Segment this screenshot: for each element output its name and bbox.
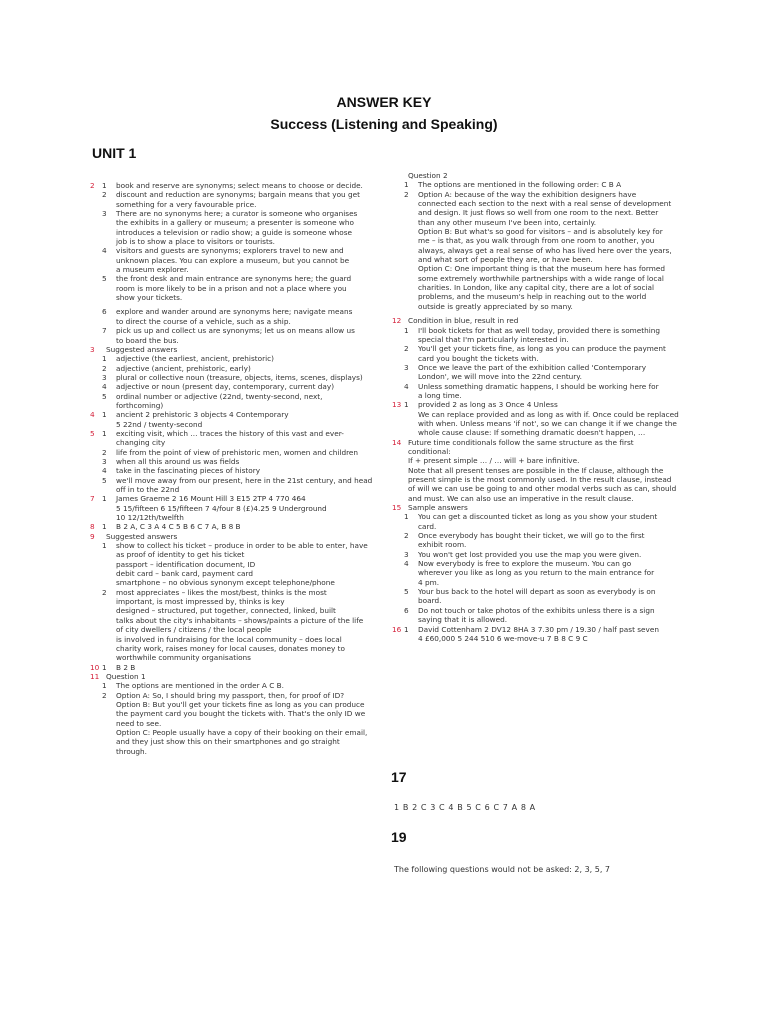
answer-text: Question 1 <box>106 671 146 681</box>
answer-line <box>90 410 390 419</box>
answer-line <box>392 503 674 512</box>
question-number: 11 <box>90 671 100 681</box>
item-number: 1 <box>102 181 107 190</box>
answer-line <box>392 568 674 577</box>
answer-line <box>90 719 390 728</box>
answer-text: I'll book tickets for that as well today, provided there is something <box>418 325 661 335</box>
answer-line <box>90 597 390 606</box>
answer-line <box>392 596 674 605</box>
answer-text: Question 2 <box>408 171 448 180</box>
answer-text: 5 15/fifteen 6 15/fifteen 7 4/four 8 (£)4.25 9 Underground <box>116 503 327 513</box>
answer-text: passport – identification document, ID <box>116 559 256 569</box>
item-number: 2 <box>102 190 107 200</box>
answer-text: Option C: One important thing is that the museum here has formed <box>418 264 665 274</box>
section-19-label: 19 <box>391 829 407 845</box>
answer-text: discount and reduction are synonyms; bargain means that you get <box>116 190 360 200</box>
item-number: 6 <box>404 605 409 615</box>
answer-text: Suggested answers <box>106 531 178 541</box>
item-number: 4 <box>404 559 409 569</box>
answer-text: we'll move away from our present, here in the 21st century, and head <box>116 475 373 485</box>
answer-line <box>392 494 674 503</box>
answer-text: James Graeme 2 16 Mount Hill 3 E15 2TP 4 770 464 <box>116 494 306 504</box>
answer-text: connected each section to the next with a real sense of development <box>418 199 672 209</box>
answer-line <box>90 401 390 410</box>
page-title: ANSWER KEY <box>336 94 432 110</box>
answer-text: 5 22nd / twenty-second <box>116 419 203 429</box>
answer-text: Option C: People usually have a copy of their booking on their email, <box>116 727 368 737</box>
answer-text: some extremely worthwhile partnerships with a wide range of local <box>418 273 664 283</box>
answer-line <box>392 246 674 255</box>
item-number: 4 <box>102 382 107 392</box>
item-number: 2 <box>102 690 107 700</box>
answer-line <box>90 420 390 429</box>
answer-line <box>90 663 390 672</box>
answer-line <box>90 541 390 550</box>
answer-line <box>90 644 390 653</box>
answer-text: with when. Unless means 'if not', so we can change it if we change the <box>418 418 677 428</box>
item-number: 1 <box>102 522 107 532</box>
section-19-text: The following questions would not be asked: 2, 3, 5, 7 <box>394 865 611 874</box>
answer-line <box>90 635 390 644</box>
answer-text: charities. In London, like any capital city, there are a lot of social <box>418 283 655 293</box>
answer-line <box>90 354 390 363</box>
answer-text: You can get a discounted ticket as long as you show your student <box>418 512 658 522</box>
page-subtitle: Success (Listening and Speaking) <box>270 116 498 132</box>
answer-line <box>392 634 674 643</box>
answer-line <box>392 587 674 596</box>
answer-line <box>90 606 390 615</box>
answer-text: exhibit room. <box>418 540 467 550</box>
answer-line <box>392 409 679 419</box>
answer-text: B 2 A, C 3 A 4 C 5 B 6 C 7 A, B 8 B <box>116 522 241 532</box>
answer-text: forthcoming) <box>116 400 164 410</box>
answer-text: Once everybody has bought their ticket, we will go to the first <box>418 531 645 541</box>
answer-line <box>392 466 674 475</box>
answer-line <box>392 354 674 363</box>
answer-text: most appreciates – likes the most/best, thinks is the most <box>116 587 327 597</box>
answer-text: The options are mentioned in the following order: C B A <box>418 180 622 190</box>
question-number: 4 <box>90 410 95 420</box>
answer-text: off in to the 22nd <box>116 485 180 494</box>
answer-line <box>392 255 674 264</box>
answer-text: saying that it is allowed. <box>418 615 508 625</box>
answer-line <box>90 737 390 746</box>
item-number: 7 <box>102 326 107 336</box>
answer-text: the payment card you bought the tickets with. That's the only ID we <box>116 709 366 719</box>
answer-text: special that I'm particularly interested in. <box>418 334 569 344</box>
item-number: 4 <box>404 381 409 391</box>
answer-text: charity work, raises money for local causes, donates money to <box>116 643 345 653</box>
answer-line <box>392 550 674 559</box>
answer-line <box>392 522 674 531</box>
answer-text: There are no synonyms here; a curator is someone who organises <box>116 209 358 219</box>
answer-line <box>90 293 390 302</box>
answer-text: through. <box>116 746 147 756</box>
section-17-label: 17 <box>391 769 407 785</box>
item-number: 1 <box>404 512 409 522</box>
answer-text: always, always get a real sense of who has lived here over the years, <box>418 245 672 255</box>
answer-text: job is to show a place to visitors or tourists. <box>116 237 275 247</box>
item-number: 3 <box>102 209 107 219</box>
answer-line <box>90 457 390 466</box>
answer-line <box>392 283 674 292</box>
answer-line <box>90 345 390 354</box>
answer-line <box>90 373 390 382</box>
question-number: 7 <box>90 494 95 504</box>
answer-text: a long time. <box>418 390 462 400</box>
item-number: 1 <box>102 410 107 420</box>
answer-text: book and reserve are synonyms; select means to choose or decide. <box>116 181 363 190</box>
answer-text: to direct the course of a vehicle, such as a ship. <box>116 316 291 326</box>
answer-text: ordinal number or adjective (22nd, twenty-second, next, <box>116 391 323 401</box>
answer-line <box>392 391 674 400</box>
item-number: 1 <box>102 428 107 438</box>
answer-text: Future time conditionals follow the same structure as the first <box>408 437 634 447</box>
answer-line <box>90 709 390 718</box>
answer-line <box>90 653 390 662</box>
answer-text: a museum explorer. <box>116 265 189 275</box>
answer-text: plural or collective noun (treasure, objects, items, scenes, displays) <box>116 372 363 382</box>
question-number: 16 <box>392 624 402 634</box>
answer-line <box>90 228 390 237</box>
answer-line <box>90 578 390 587</box>
answer-line <box>90 364 390 373</box>
question-number: 2 <box>90 181 95 190</box>
answer-text: 4 £60,000 5 244 510 6 we-move-u 7 B 8 C 9 C <box>418 633 588 643</box>
answer-line <box>90 326 390 335</box>
answer-line <box>392 428 674 437</box>
item-number: 5 <box>102 274 107 284</box>
item-number: 2 <box>102 363 107 373</box>
answer-line <box>392 475 674 484</box>
item-number: 2 <box>404 531 409 541</box>
answer-line <box>90 274 390 283</box>
answer-line <box>392 559 674 568</box>
answer-text: than any other museum I've been into, certainly. <box>418 217 597 227</box>
answer-text: show to collect his ticket – produce in order to be able to enter, have <box>116 541 368 551</box>
question-number: 15 <box>392 503 402 513</box>
item-number: 1 <box>102 681 107 691</box>
answer-line <box>90 246 390 255</box>
answer-line <box>90 681 390 690</box>
answer-line <box>392 344 674 353</box>
answer-line <box>90 200 390 209</box>
answer-line <box>392 335 674 344</box>
item-number: 5 <box>102 475 107 485</box>
answer-text: and what sort of people they are, or have been. <box>418 255 593 265</box>
answer-line <box>90 700 390 709</box>
answer-line <box>90 513 390 522</box>
answer-line <box>90 569 390 578</box>
answer-line <box>392 418 677 428</box>
answer-text: Your bus back to the hotel will depart as soon as everybody is on <box>418 587 656 597</box>
answer-line <box>90 265 390 274</box>
item-number: 1 <box>404 180 409 190</box>
answer-text: adjective (the earliest, ancient, prehistoric) <box>116 354 274 364</box>
answer-text: designed – structured, put together, connected, linked, built <box>116 606 336 616</box>
answer-text: talks about the city's inhabitants – shows/paints a picture of the life <box>116 615 364 625</box>
answer-line <box>392 292 674 301</box>
answer-line <box>90 438 390 447</box>
question-number: 13 <box>392 400 402 410</box>
answer-text: board. <box>418 596 442 606</box>
item-number: 4 <box>102 466 107 476</box>
answer-text: important, is most impressed by, thinks is key <box>116 597 285 607</box>
answer-text: provided 2 as long as 3 Once 4 Unless <box>418 400 558 410</box>
answer-text: is involved in fundraising for the local community – does local <box>116 634 342 644</box>
item-number: 5 <box>404 587 409 597</box>
answer-line <box>90 382 390 391</box>
answer-line <box>392 218 674 227</box>
answer-line <box>392 512 674 521</box>
answer-line <box>392 264 674 273</box>
answer-line <box>392 531 674 540</box>
answer-line <box>392 274 674 283</box>
answer-text: something for a very favourable price. <box>116 199 257 209</box>
item-number: 3 <box>404 549 409 559</box>
answer-text: If + present simple … / … will + bare infinitive. <box>408 456 580 466</box>
answer-line <box>392 171 674 180</box>
answer-text: card you bought the tickets with. <box>418 353 539 363</box>
answer-line <box>392 236 674 245</box>
answer-text: and design. It just flows so well from one room to the next. Better <box>418 208 659 218</box>
answer-text: adjective or noun (present day, contemporary, current day) <box>116 382 335 392</box>
answer-text: Suggested answers <box>106 344 178 354</box>
item-number: 5 <box>102 391 107 401</box>
answer-line <box>392 302 674 311</box>
answer-text: Now everybody is free to explore the museum. You can go <box>418 559 632 569</box>
answer-line <box>90 317 390 326</box>
answer-line <box>90 550 390 559</box>
answer-line <box>90 218 390 227</box>
answer-text: B 2 B <box>116 662 136 672</box>
answer-text: the front desk and main entrance are synonyms here; the guard <box>116 274 352 284</box>
answer-text: visitors and guests are synonyms; explorers travel to new and <box>116 246 344 256</box>
answer-text: Do not touch or take photos of the exhibits unless there is a sign <box>418 605 655 615</box>
answer-text: whole cause clause: If something dramatic doesn't happen, … <box>418 428 646 438</box>
answer-text: introduces a television or radio show; a guide is someone whose <box>116 227 353 237</box>
answer-text: wherever you like as long as you return to the main entrance for <box>418 568 655 578</box>
answer-line <box>90 747 390 756</box>
answer-text: room is more likely to be in a prison and not a place where you <box>116 283 347 293</box>
item-number: 3 <box>404 362 409 372</box>
item-number: 1 <box>404 624 409 634</box>
answer-line <box>90 336 390 345</box>
answer-text: ancient 2 prehistoric 3 objects 4 Contemporary <box>116 410 289 420</box>
item-number: 2 <box>102 447 107 457</box>
item-number: 2 <box>404 189 409 199</box>
answer-line <box>90 616 390 625</box>
answer-line <box>90 209 390 218</box>
question-number: 5 <box>90 428 95 438</box>
answer-line <box>392 484 677 494</box>
answer-text: exciting visit, which … traces the history of this vast and ever- <box>116 428 344 438</box>
answer-line <box>90 181 390 190</box>
answer-line <box>90 691 390 700</box>
answer-line <box>90 588 390 597</box>
answer-text: Note that all present tenses are possible in the If clause, although the <box>408 465 664 475</box>
answer-text: Sample answers <box>408 503 468 513</box>
answer-text: me – is that, as you walk through from one room to another, you <box>418 236 655 246</box>
answer-line <box>392 606 674 615</box>
answer-line <box>90 237 390 246</box>
answer-line <box>90 448 390 457</box>
answer-line <box>90 466 390 475</box>
answer-line <box>392 615 674 624</box>
question-number: 10 <box>90 662 100 672</box>
answer-line <box>90 522 390 531</box>
answer-text: card. <box>418 521 437 531</box>
answer-line <box>392 316 674 325</box>
answer-line <box>90 560 390 569</box>
unit-heading: UNIT 1 <box>92 145 137 161</box>
answer-text: You won't get lost provided you use the map you were given. <box>418 549 642 559</box>
answer-text: outside is greatly appreciated by so many. <box>418 301 573 311</box>
answer-line <box>90 494 390 503</box>
answer-text: show your tickets. <box>116 293 183 303</box>
answer-line <box>392 180 674 189</box>
answer-text: We can replace provided and as long as with if. Once could be replaced <box>418 409 679 419</box>
answer-line <box>90 476 390 485</box>
answer-text: unknown places. You can explore a museum, but you cannot be <box>116 255 350 265</box>
answer-text: present simple is the most commonly used. In the result clause, instead <box>408 475 672 484</box>
answer-line <box>90 429 390 438</box>
answer-line <box>90 392 390 401</box>
item-number: 1 <box>102 354 107 364</box>
answer-text: smartphone – no obvious synonym except telephone/phone <box>116 578 335 588</box>
answer-text: Option B: But you'll get your tickets fine as long as you can produce <box>116 699 365 709</box>
answer-line <box>392 363 674 372</box>
answer-text: Unless something dramatic happens, I should be working here for <box>418 381 659 391</box>
answer-text: London', we will move into the 22nd century. <box>418 372 582 382</box>
answer-text: Option A: because of the way the exhibition designers have <box>418 189 637 199</box>
answer-text: 10 12/12th/twelfth <box>116 513 184 523</box>
answer-text: changing city <box>116 438 166 448</box>
question-number: 9 <box>90 531 95 541</box>
item-number: 3 <box>102 372 107 382</box>
answer-line <box>392 578 674 587</box>
answer-line <box>90 504 390 513</box>
answer-line <box>392 208 674 217</box>
answer-text: and they just show this on their smartphones and go straight <box>116 737 340 747</box>
answer-line <box>90 485 390 494</box>
item-number: 1 <box>102 662 107 672</box>
answer-line <box>392 447 674 456</box>
answer-line <box>90 284 390 293</box>
item-number: 4 <box>102 246 107 256</box>
answer-line <box>90 307 390 316</box>
item-number: 2 <box>404 344 409 354</box>
item-number: 1 <box>102 494 107 504</box>
answer-line <box>392 382 674 391</box>
answer-line <box>90 256 390 265</box>
item-number: 2 <box>102 587 107 597</box>
item-number: 6 <box>102 307 107 317</box>
answer-line <box>392 625 674 634</box>
answer-line <box>392 456 674 465</box>
answer-text: life from the point of view of prehistoric men, women and children <box>116 447 359 457</box>
item-number: 1 <box>102 541 107 551</box>
answer-text: David Cottenham 2 DV12 8HA 3 7.30 pm / 19.30 / half past seven <box>418 624 659 634</box>
answer-line <box>392 438 674 447</box>
answer-text: as proof of identity to get his ticket <box>116 550 245 560</box>
answer-text: The options are mentioned in the order A C B. <box>116 681 284 691</box>
answer-text: to board the bus. <box>116 335 179 345</box>
answer-text: pick us up and collect us are synonyms; let us on means allow us <box>116 326 355 336</box>
answer-text: debit card – bank card, payment card <box>116 569 253 579</box>
answer-text: Option B: But what's so good for visitors – and is absolutely key for <box>418 227 663 237</box>
answer-text: take in the fascinating pieces of history <box>116 466 261 476</box>
answer-text: conditional: <box>408 446 451 456</box>
answer-line <box>90 728 390 737</box>
answer-text: Once we leave the part of the exhibition called 'Contemporary <box>418 362 647 372</box>
answer-line <box>392 326 674 335</box>
answer-text: need to see. <box>116 718 162 728</box>
answer-line <box>392 540 674 549</box>
item-number: 1 <box>404 400 409 410</box>
answer-line <box>90 625 390 634</box>
answer-text: 4 pm. <box>418 577 440 587</box>
answer-line <box>90 532 390 541</box>
answer-line <box>90 672 390 681</box>
answer-line <box>392 190 674 199</box>
question-number: 8 <box>90 522 95 532</box>
question-number: 14 <box>392 437 402 447</box>
answer-line <box>392 199 674 208</box>
answer-text: Condition in blue, result in red <box>408 316 519 326</box>
question-number: 3 <box>90 344 95 354</box>
answer-text: the exhibits in a gallery or museum; a presenter is someone who <box>116 218 354 228</box>
answer-line <box>90 190 390 199</box>
answer-text: of will we can use be going to and other modal verbs such as can, should <box>408 484 677 494</box>
answer-text: of city dwellers / citizens / the local people <box>116 625 272 635</box>
answer-text: You'll get your tickets fine, as long as you can produce the payment <box>418 344 666 354</box>
answer-text: explore and wander around are synonyms here; navigate means <box>116 307 353 317</box>
item-number: 1 <box>404 325 409 335</box>
left-column <box>90 178 390 756</box>
answer-text: and must. We can also use an imperative in the result clause. <box>408 493 634 503</box>
answer-text: adjective (ancient, prehistoric, early) <box>116 363 251 373</box>
answer-text: worthwhile community organisations <box>116 653 251 663</box>
answer-text: problems, and the museum's help in reaching out to the world <box>418 292 647 302</box>
answer-line <box>392 372 674 381</box>
answer-line <box>392 400 674 409</box>
section-17-answers: 1 B 2 C 3 C 4 B 5 C 6 C 7 A 8 A <box>394 803 536 812</box>
question-number: 12 <box>392 316 402 326</box>
answer-text: when all this around us was fields <box>116 456 240 466</box>
right-column <box>392 171 679 643</box>
item-number: 3 <box>102 456 107 466</box>
answer-line <box>392 227 674 236</box>
answer-text: Option A: So, I should bring my passport, then, for proof of ID? <box>116 690 345 700</box>
